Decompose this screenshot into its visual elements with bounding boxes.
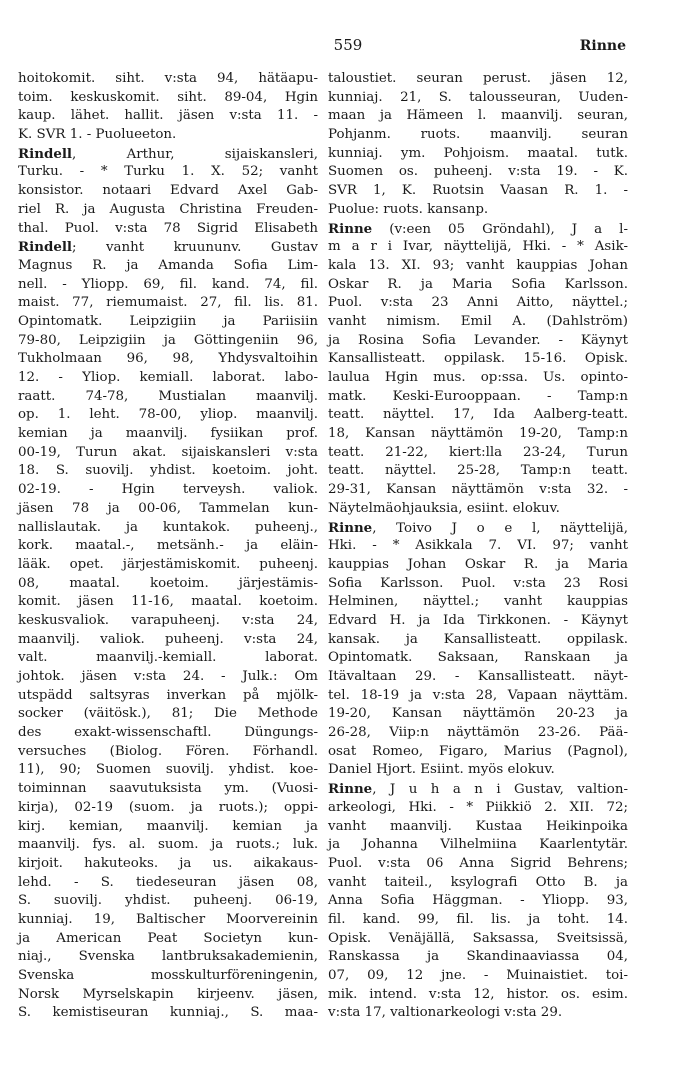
text-line: teatt. näyttel. 17, Ida Aalberg-teatt.: [328, 407, 628, 423]
text-line: ja American Peat Societyn kun-: [18, 930, 318, 946]
text-line: Suomen os. puheenj. v:sta 19. - K.: [328, 164, 628, 180]
text-line: teatt. 21-22, kiert:lla 23-24, Turun: [328, 444, 628, 460]
text-line: kirja), 02-19 (suom. ja ruots.); oppi-: [18, 799, 318, 815]
text-line: op. 1. leht. 78-00, yliop. maanvilj.: [18, 407, 318, 423]
text-line: vanht maanvilj. Kustaa Heikinpoika: [328, 818, 628, 834]
text-line: jäsen 78 ja 00-06, Tammelan kun-: [18, 500, 318, 516]
text-line: kansak. ja Kansallisteatt. oppilask.: [328, 631, 628, 647]
text-line: nell. - Yliopp. 69, fil. kand. 74, fil.: [18, 276, 318, 292]
text-line: keskusvaliok. varapuheenj. v:sta 24,: [18, 612, 318, 628]
text-line: nallislautak. ja kuntakok. puheenj.,: [18, 519, 318, 535]
text-line: ja Rosina Sofia Levander. - Käynyt: [328, 332, 628, 348]
text-line: Svenska mosskulturföreningenin,: [18, 968, 318, 983]
text-line: Opisk. Venäjällä, Saksassa, Sveitsissä,: [328, 930, 628, 946]
page-number: 559: [333, 36, 363, 54]
text-line: valt. maanvilj.-kemiall. laborat.: [18, 650, 318, 666]
text-line: komit. jäsen 11-16, maatal. koetoim.: [18, 594, 318, 610]
text-line: 12. - Yliop. kemiall. laborat. labo-: [18, 370, 318, 385]
text-line: kunniaj. 19, Baltischer Moorvereinin: [18, 911, 318, 927]
text-line: Daniel Hjort. Esiint. myös elokuv.: [328, 762, 555, 778]
text-line: Rinne, J u h a n i Gustav, valtion-: [328, 781, 628, 798]
text-line: 08, maatal. koetoim. järjestämis-: [18, 575, 318, 591]
text-line: Puolue: ruots. kansanp.: [328, 201, 489, 217]
text-line: kork. maatal.-, metsänh.- ja eläin-: [18, 538, 318, 554]
text-line: maist. 77, riemumaist. 27, fil. lis. 81.: [18, 295, 318, 311]
text-line: teatt. näyttel. 25-28, Tamp:n teatt.: [328, 463, 628, 479]
running-head: Rinne: [579, 38, 626, 54]
text-line: des exakt-wissenschaftl. Düngungs-: [18, 725, 318, 741]
text-line: Hki. - * Asikkala 7. VI. 97; vanht: [328, 538, 628, 554]
text-line: Tukholmaan 96, 98, Yhdysvaltoihin: [18, 351, 318, 367]
text-line: niaj., Svenska lantbruksakademienin,: [18, 949, 318, 965]
text-line: arkeologi, Hki. - * Piikkiö 2. XII. 72;: [328, 799, 628, 815]
text-line: toiminnan saavutuksista ym. (Vuosi-: [18, 781, 318, 797]
text-line: 19-20, Kansan näyttämön 20-23 ja: [328, 706, 628, 722]
text-line: Rindell, Arthur, sijaiskansleri,: [18, 145, 318, 162]
text-line: osat Romeo, Figaro, Marius (Pagnol),: [328, 743, 628, 759]
text-line: Norsk Myrselskapin kirjeenv. jäsen,: [18, 986, 318, 1002]
text-line: Ranskassa ja Skandinaaviassa 04,: [328, 949, 628, 965]
text-line: konsistor. notaari Edvard Axel Gab-: [18, 183, 318, 199]
text-line: 18. S. suovilj. yhdist. koetoim. joht.: [18, 463, 318, 479]
text-line: toim. keskuskomit. siht. 89-04, Hgin: [18, 89, 318, 105]
text-line: m a r i Ivar, näyttelijä, Hki. - * Asik-: [328, 239, 628, 255]
text-line: Opintomatk. Saksaan, Ranskaan ja: [328, 650, 628, 666]
text-line: Anna Sofia Häggman. - Yliopp. 93,: [328, 893, 628, 909]
text-line: lääk. opet. järjestämiskomit. puheenj.: [18, 556, 318, 572]
text-line: tel. 18-19 ja v:sta 28, Vapaan näyttäm.: [328, 687, 628, 703]
text-line: kunniaj. ym. Pohjoism. maatal. tutk.: [328, 145, 628, 161]
text-line: Oskar R. ja Maria Sofia Karlsson.: [328, 276, 628, 292]
text-line: 79-80, Leipzigiin ja Göttingeniin 96,: [18, 332, 318, 348]
text-line: mik. intend. v:sta 12, histor. os. esim.: [328, 986, 628, 1002]
text-line: raatt. 74-78, Mustialan maanvilj.: [18, 388, 318, 404]
text-line: v:sta 17, valtionarkeologi v:sta 29.: [328, 1005, 563, 1021]
text-line: Helminen, näyttel.; vanht kauppias: [328, 594, 628, 610]
right-column: [328, 70, 628, 1023]
text-line: Puol. v:sta 06 Anna Sigrid Behrens;: [328, 855, 628, 871]
text-line: K. SVR 1. - Puolueeton.: [18, 127, 177, 143]
text-line: maanvilj. fys. al. suom. ja ruots.; luk.: [18, 837, 318, 853]
text-line: taloustiet. seuran perust. jäsen 12,: [328, 71, 628, 86]
text-line: 00-19, Turun akat. sijaiskansleri v:sta: [18, 444, 318, 460]
text-line: SVR 1, K. Ruotsin Vaasan R. 1. -: [328, 183, 628, 199]
text-line: johtok. jäsen v:sta 24. - Julk.: Om: [18, 669, 318, 684]
text-line: maanvilj. valiok. puheenj. v:sta 24,: [18, 631, 318, 647]
text-line: socker (väitösk.), 81; Die Methode: [18, 706, 318, 722]
text-line: riel R. ja Augusta Christina Freuden-: [18, 201, 318, 217]
text-line: Itävaltaan 29. - Kansallisteatt. näyt-: [328, 669, 628, 684]
text-line: Opintomatk. Leipzigiin ja Pariisiin: [18, 313, 318, 329]
text-line: vanht nimism. Emil A. (Dahlström): [328, 313, 628, 329]
text-line: thal. Puol. v:sta 78 Sigrid Elisabeth: [18, 220, 318, 236]
text-line: Magnus R. ja Amanda Sofia Lim-: [18, 257, 318, 273]
text-line: 26-28, Viip:n näyttämön 23-26. Pää-: [328, 725, 628, 741]
text-line: 11), 90; Suomen suovilj. yhdist. koe-: [18, 762, 318, 778]
text-line: Turku. - * Turku 1. X. 52; vanht: [18, 164, 318, 180]
text-line: S. suovilj. yhdist. puheenj. 06-19,: [18, 893, 318, 909]
text-line: kaup. lähet. hallit. jäsen v:sta 11. -: [18, 108, 318, 124]
text-line: Rinne, Toivo J o e l, näyttelijä,: [328, 519, 628, 536]
text-line: Rinne (v:een 05 Gröndahl), J a l-: [328, 220, 628, 237]
text-line: Sofia Karlsson. Puol. v:sta 23 Rosi: [328, 575, 628, 591]
text-line: 07, 09, 12 jne. - Muinaistiet. toi-: [328, 968, 628, 983]
text-line: Kansallisteatt. oppilask. 15-16. Opisk.: [328, 351, 628, 367]
text-line: utspädd saltsyras inverkan på mjölk-: [18, 687, 318, 703]
text-line: Rindell; vanht kruununv. Gustav: [18, 239, 318, 256]
text-line: ja Johanna Vilhelmiina Kaarlentytär.: [328, 837, 628, 853]
text-line: 29-31, Kansan näyttämön v:sta 32. -: [328, 482, 628, 498]
text-line: laulua Hgin mus. op:ssa. Us. opinto-: [328, 370, 628, 385]
text-line: fil. kand. 99, fil. lis. ja toht. 14.: [328, 911, 628, 927]
text-line: maan ja Hämeen l. maanvilj. seuran,: [328, 108, 628, 124]
text-line: matk. Keski-Eurooppaan. - Tamp:n: [328, 388, 628, 404]
text-line: kemian ja maanvilj. fysiikan prof.: [18, 426, 318, 442]
text-line: hoitokomit. siht. v:sta 94, hätäapu-: [18, 71, 318, 86]
text-line: Puol. v:sta 23 Anni Aitto, näyttel.;: [328, 295, 628, 311]
text-line: 18, Kansan näyttämön 19-20, Tamp:n: [328, 426, 628, 442]
text-line: kunniaj. 21, S. talousseuran, Uuden-: [328, 89, 628, 105]
text-line: S. kemistiseuran kunniaj., S. maa-: [18, 1005, 318, 1021]
text-line: kauppias Johan Oskar R. ja Maria: [328, 556, 628, 572]
text-line: versuches (Biolog. Fören. Förhandl.: [18, 743, 318, 759]
text-line: kirj. kemian, maanvilj. kemian ja: [18, 818, 318, 834]
text-line: vanht taiteil., ksylografi Otto B. ja: [328, 874, 628, 890]
text-line: Pohjanm. ruots. maanvilj. seuran: [328, 127, 628, 143]
text-line: kirjoit. hakuteoks. ja us. aikakaus-: [18, 855, 318, 871]
left-column: [18, 70, 318, 1023]
text-line: Edvard H. ja Ida Tirkkonen. - Käynyt: [328, 612, 628, 628]
text-line: Näytelmäohjauksia, esiint. elokuv.: [328, 500, 560, 516]
text-line: lehd. - S. tiedeseuran jäsen 08,: [18, 874, 318, 890]
text-line: 02-19. - Hgin terveysh. valiok.: [18, 482, 318, 498]
text-line: kala 13. XI. 93; vanht kauppias Johan: [328, 257, 628, 273]
